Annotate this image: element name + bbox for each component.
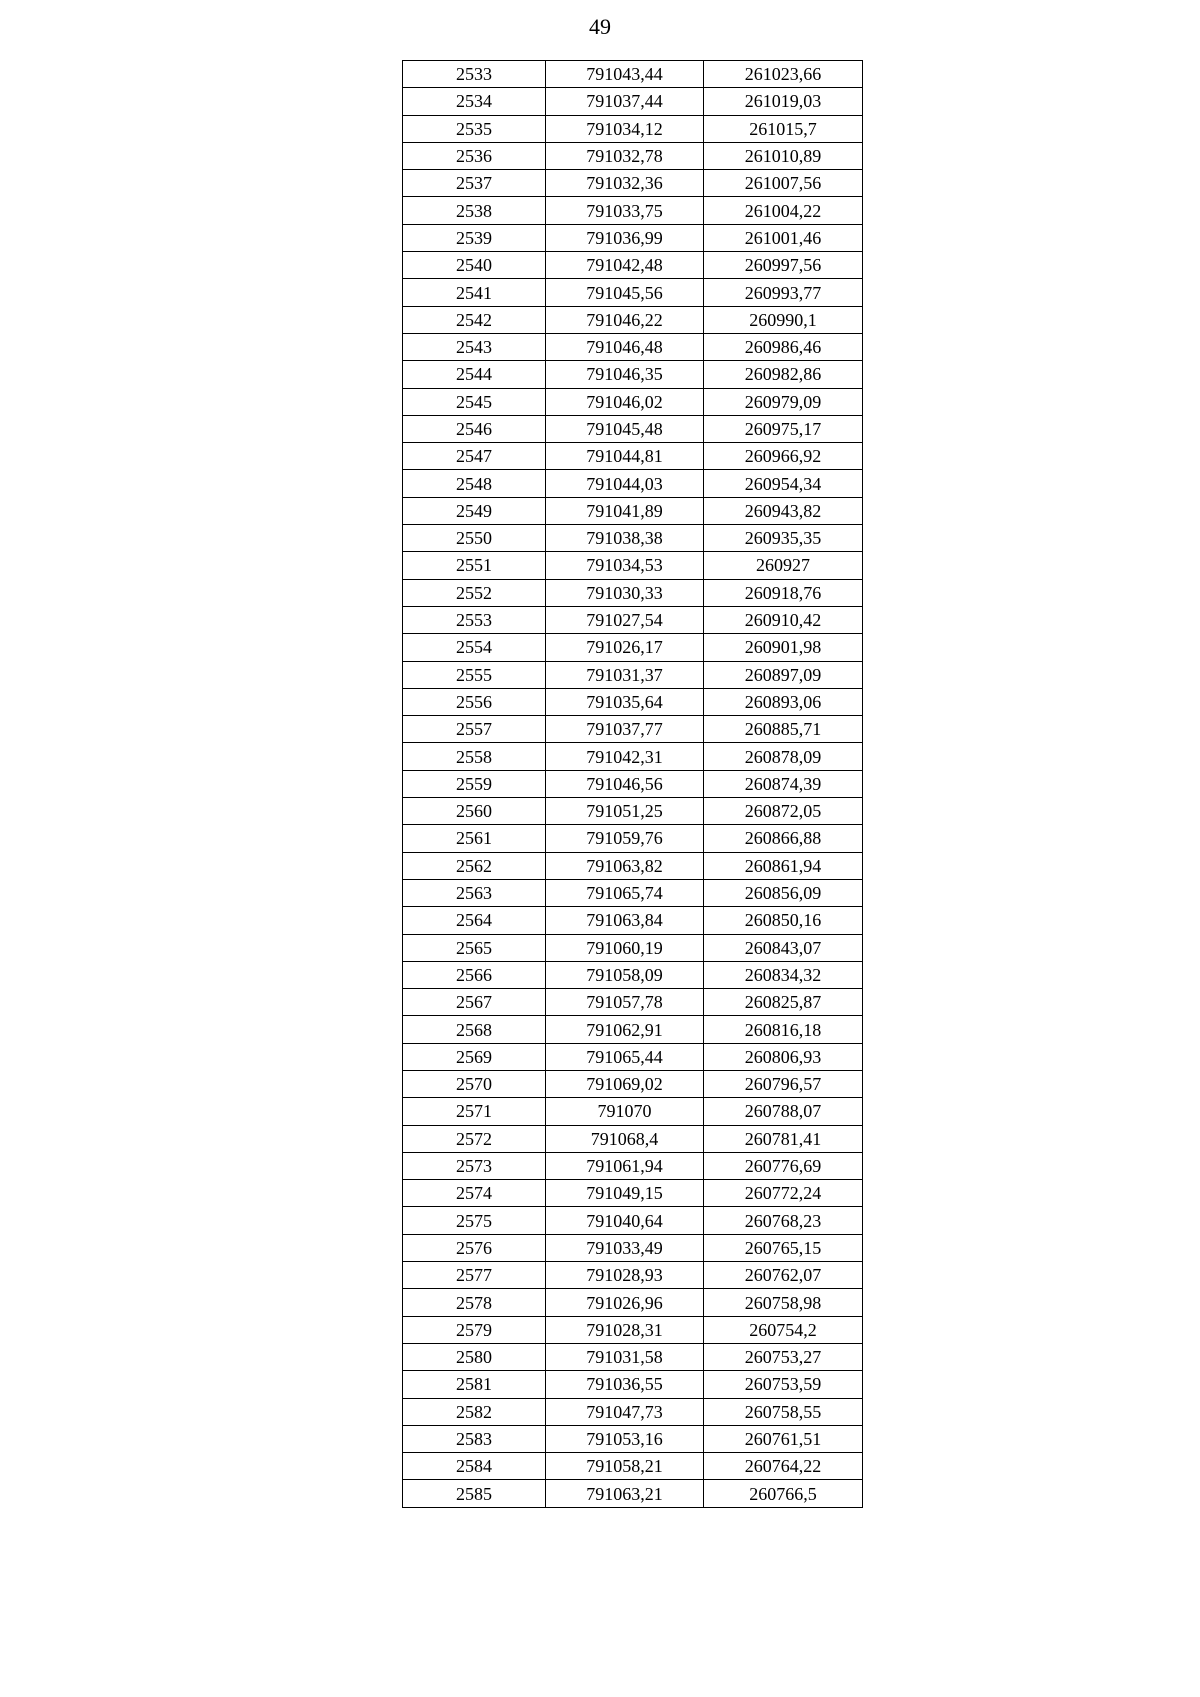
point-number-cell: 2534 — [403, 88, 546, 115]
x-coordinate-cell: 791061,94 — [546, 1152, 704, 1179]
point-number-cell: 2549 — [403, 497, 546, 524]
y-coordinate-cell: 260993,77 — [704, 279, 863, 306]
x-coordinate-cell: 791051,25 — [546, 798, 704, 825]
y-coordinate-cell: 260982,86 — [704, 361, 863, 388]
x-coordinate-cell: 791033,49 — [546, 1234, 704, 1261]
y-coordinate-cell: 261010,89 — [704, 142, 863, 169]
table-row — [403, 1207, 863, 1234]
x-coordinate-cell: 791034,12 — [546, 115, 704, 142]
table-row — [403, 879, 863, 906]
x-coordinate-cell: 791028,31 — [546, 1316, 704, 1343]
y-coordinate-cell: 260893,06 — [704, 688, 863, 715]
point-number-cell: 2576 — [403, 1234, 546, 1261]
table-row — [403, 497, 863, 524]
x-coordinate-cell: 791042,48 — [546, 252, 704, 279]
y-coordinate-cell: 260966,92 — [704, 443, 863, 470]
point-number-cell: 2551 — [403, 552, 546, 579]
x-coordinate-cell: 791069,02 — [546, 1070, 704, 1097]
table-row — [403, 1180, 863, 1207]
point-number-cell: 2571 — [403, 1098, 546, 1125]
point-number-cell: 2557 — [403, 716, 546, 743]
y-coordinate-cell: 260753,59 — [704, 1371, 863, 1398]
y-coordinate-cell: 260764,22 — [704, 1453, 863, 1480]
y-coordinate-cell: 260872,05 — [704, 798, 863, 825]
y-coordinate-cell: 260766,5 — [704, 1480, 863, 1507]
table-row — [403, 1425, 863, 1452]
table-row — [403, 361, 863, 388]
table-row — [403, 1398, 863, 1425]
point-number-cell: 2562 — [403, 852, 546, 879]
x-coordinate-cell: 791037,44 — [546, 88, 704, 115]
y-coordinate-cell: 260954,34 — [704, 470, 863, 497]
table-row — [403, 1234, 863, 1261]
table-row — [403, 388, 863, 415]
table-row — [403, 688, 863, 715]
point-number-cell: 2548 — [403, 470, 546, 497]
table-row — [403, 825, 863, 852]
x-coordinate-cell: 791059,76 — [546, 825, 704, 852]
x-coordinate-cell: 791046,22 — [546, 306, 704, 333]
point-number-cell: 2560 — [403, 798, 546, 825]
y-coordinate-cell: 260979,09 — [704, 388, 863, 415]
point-number-cell: 2538 — [403, 197, 546, 224]
x-coordinate-cell: 791045,56 — [546, 279, 704, 306]
x-coordinate-cell: 791030,33 — [546, 579, 704, 606]
y-coordinate-cell: 260788,07 — [704, 1098, 863, 1125]
x-coordinate-cell: 791044,81 — [546, 443, 704, 470]
table-row — [403, 1016, 863, 1043]
table-row — [403, 525, 863, 552]
table-row — [403, 961, 863, 988]
y-coordinate-cell: 260843,07 — [704, 934, 863, 961]
x-coordinate-cell: 791026,96 — [546, 1289, 704, 1316]
table-row — [403, 552, 863, 579]
x-coordinate-cell: 791032,78 — [546, 142, 704, 169]
point-number-cell: 2546 — [403, 415, 546, 442]
table-row — [403, 606, 863, 633]
x-coordinate-cell: 791041,89 — [546, 497, 704, 524]
x-coordinate-cell: 791053,16 — [546, 1425, 704, 1452]
y-coordinate-cell: 260997,56 — [704, 252, 863, 279]
point-number-cell: 2535 — [403, 115, 546, 142]
table-row — [403, 306, 863, 333]
y-coordinate-cell: 260885,71 — [704, 716, 863, 743]
y-coordinate-cell: 261019,03 — [704, 88, 863, 115]
table-row — [403, 1125, 863, 1152]
x-coordinate-cell: 791046,48 — [546, 333, 704, 360]
page-number: 49 — [589, 14, 611, 39]
table-row — [403, 661, 863, 688]
point-number-cell: 2583 — [403, 1425, 546, 1452]
x-coordinate-cell: 791028,93 — [546, 1262, 704, 1289]
x-coordinate-cell: 791034,53 — [546, 552, 704, 579]
point-number-cell: 2565 — [403, 934, 546, 961]
y-coordinate-cell: 260758,98 — [704, 1289, 863, 1316]
table-row — [403, 279, 863, 306]
point-number-cell: 2539 — [403, 224, 546, 251]
y-coordinate-cell: 260975,17 — [704, 415, 863, 442]
x-coordinate-cell: 791058,21 — [546, 1453, 704, 1480]
x-coordinate-cell: 791063,21 — [546, 1480, 704, 1507]
table-row — [403, 1070, 863, 1097]
point-number-cell: 2561 — [403, 825, 546, 852]
y-coordinate-cell: 260866,88 — [704, 825, 863, 852]
table-row — [403, 579, 863, 606]
y-coordinate-cell: 260781,41 — [704, 1125, 863, 1152]
table-row — [403, 907, 863, 934]
point-number-cell: 2543 — [403, 333, 546, 360]
y-coordinate-cell: 260927 — [704, 552, 863, 579]
table-row — [403, 415, 863, 442]
table-row — [403, 252, 863, 279]
table-row — [403, 470, 863, 497]
y-coordinate-cell: 260772,24 — [704, 1180, 863, 1207]
point-number-cell: 2572 — [403, 1125, 546, 1152]
x-coordinate-cell: 791065,44 — [546, 1043, 704, 1070]
y-coordinate-cell: 260943,82 — [704, 497, 863, 524]
table-row — [403, 852, 863, 879]
point-number-cell: 2584 — [403, 1453, 546, 1480]
table-row — [403, 333, 863, 360]
x-coordinate-cell: 791038,38 — [546, 525, 704, 552]
table-row — [403, 443, 863, 470]
point-number-cell: 2545 — [403, 388, 546, 415]
y-coordinate-cell: 260753,27 — [704, 1343, 863, 1370]
y-coordinate-cell: 260796,57 — [704, 1070, 863, 1097]
point-number-cell: 2550 — [403, 525, 546, 552]
y-coordinate-cell: 260806,93 — [704, 1043, 863, 1070]
point-number-cell: 2570 — [403, 1070, 546, 1097]
y-coordinate-cell: 260834,32 — [704, 961, 863, 988]
x-coordinate-cell: 791062,91 — [546, 1016, 704, 1043]
table-row — [403, 770, 863, 797]
table-row — [403, 115, 863, 142]
y-coordinate-cell: 260816,18 — [704, 1016, 863, 1043]
x-coordinate-cell: 791040,64 — [546, 1207, 704, 1234]
point-number-cell: 2555 — [403, 661, 546, 688]
x-coordinate-cell: 791027,54 — [546, 606, 704, 633]
y-coordinate-cell: 260754,2 — [704, 1316, 863, 1343]
x-coordinate-cell: 791035,64 — [546, 688, 704, 715]
table-row — [403, 1371, 863, 1398]
x-coordinate-cell: 791046,35 — [546, 361, 704, 388]
x-coordinate-cell: 791060,19 — [546, 934, 704, 961]
x-coordinate-cell: 791036,99 — [546, 224, 704, 251]
point-number-cell: 2559 — [403, 770, 546, 797]
point-number-cell: 2579 — [403, 1316, 546, 1343]
x-coordinate-cell: 791046,02 — [546, 388, 704, 415]
point-number-cell: 2536 — [403, 142, 546, 169]
point-number-cell: 2569 — [403, 1043, 546, 1070]
point-number-cell: 2556 — [403, 688, 546, 715]
table-row — [403, 61, 863, 88]
point-number-cell: 2540 — [403, 252, 546, 279]
y-coordinate-cell: 260990,1 — [704, 306, 863, 333]
point-number-cell: 2575 — [403, 1207, 546, 1234]
y-coordinate-cell: 260758,55 — [704, 1398, 863, 1425]
y-coordinate-cell: 260765,15 — [704, 1234, 863, 1261]
table-row — [403, 1316, 863, 1343]
table-row — [403, 142, 863, 169]
x-coordinate-cell: 791032,36 — [546, 170, 704, 197]
x-coordinate-cell: 791063,82 — [546, 852, 704, 879]
x-coordinate-cell: 791043,44 — [546, 61, 704, 88]
point-number-cell: 2544 — [403, 361, 546, 388]
table-row — [403, 743, 863, 770]
y-coordinate-cell: 260918,76 — [704, 579, 863, 606]
table-row — [403, 197, 863, 224]
y-coordinate-cell: 260761,51 — [704, 1425, 863, 1452]
x-coordinate-cell: 791070 — [546, 1098, 704, 1125]
table-row — [403, 634, 863, 661]
table-row — [403, 170, 863, 197]
table-row — [403, 1453, 863, 1480]
table-row — [403, 1480, 863, 1507]
y-coordinate-cell: 261023,66 — [704, 61, 863, 88]
point-number-cell: 2537 — [403, 170, 546, 197]
table-row — [403, 1289, 863, 1316]
point-number-cell: 2542 — [403, 306, 546, 333]
y-coordinate-cell: 260986,46 — [704, 333, 863, 360]
point-number-cell: 2563 — [403, 879, 546, 906]
x-coordinate-cell: 791047,73 — [546, 1398, 704, 1425]
x-coordinate-cell: 791057,78 — [546, 989, 704, 1016]
table-row — [403, 1152, 863, 1179]
point-number-cell: 2568 — [403, 1016, 546, 1043]
table-row — [403, 88, 863, 115]
y-coordinate-cell: 261015,7 — [704, 115, 863, 142]
point-number-cell: 2578 — [403, 1289, 546, 1316]
point-number-cell: 2581 — [403, 1371, 546, 1398]
x-coordinate-cell: 791065,74 — [546, 879, 704, 906]
point-number-cell: 2585 — [403, 1480, 546, 1507]
y-coordinate-cell: 260762,07 — [704, 1262, 863, 1289]
y-coordinate-cell: 260935,35 — [704, 525, 863, 552]
y-coordinate-cell: 260901,98 — [704, 634, 863, 661]
y-coordinate-cell: 260825,87 — [704, 989, 863, 1016]
x-coordinate-cell: 791031,37 — [546, 661, 704, 688]
x-coordinate-cell: 791036,55 — [546, 1371, 704, 1398]
point-number-cell: 2541 — [403, 279, 546, 306]
y-coordinate-cell: 261001,46 — [704, 224, 863, 251]
y-coordinate-cell: 260874,39 — [704, 770, 863, 797]
x-coordinate-cell: 791031,58 — [546, 1343, 704, 1370]
point-number-cell: 2547 — [403, 443, 546, 470]
y-coordinate-cell: 260850,16 — [704, 907, 863, 934]
x-coordinate-cell: 791068,4 — [546, 1125, 704, 1152]
table-row — [403, 934, 863, 961]
table-row — [403, 1098, 863, 1125]
point-number-cell: 2554 — [403, 634, 546, 661]
x-coordinate-cell: 791049,15 — [546, 1180, 704, 1207]
y-coordinate-cell: 260861,94 — [704, 852, 863, 879]
point-number-cell: 2582 — [403, 1398, 546, 1425]
x-coordinate-cell: 791026,17 — [546, 634, 704, 661]
x-coordinate-cell: 791045,48 — [546, 415, 704, 442]
y-coordinate-cell: 260897,09 — [704, 661, 863, 688]
x-coordinate-cell: 791058,09 — [546, 961, 704, 988]
coordinates-table — [402, 60, 863, 1508]
x-coordinate-cell: 791042,31 — [546, 743, 704, 770]
point-number-cell: 2553 — [403, 606, 546, 633]
point-number-cell: 2566 — [403, 961, 546, 988]
x-coordinate-cell: 791063,84 — [546, 907, 704, 934]
point-number-cell: 2564 — [403, 907, 546, 934]
point-number-cell: 2580 — [403, 1343, 546, 1370]
x-coordinate-cell: 791037,77 — [546, 716, 704, 743]
point-number-cell: 2574 — [403, 1180, 546, 1207]
y-coordinate-cell: 260910,42 — [704, 606, 863, 633]
table-row — [403, 1262, 863, 1289]
point-number-cell: 2558 — [403, 743, 546, 770]
y-coordinate-cell: 261007,56 — [704, 170, 863, 197]
table-row — [403, 1343, 863, 1370]
y-coordinate-cell: 260878,09 — [704, 743, 863, 770]
point-number-cell: 2552 — [403, 579, 546, 606]
y-coordinate-cell: 260856,09 — [704, 879, 863, 906]
y-coordinate-cell: 261004,22 — [704, 197, 863, 224]
table-row — [403, 716, 863, 743]
point-number-cell: 2573 — [403, 1152, 546, 1179]
table-row — [403, 989, 863, 1016]
table-row — [403, 798, 863, 825]
x-coordinate-cell: 791044,03 — [546, 470, 704, 497]
y-coordinate-cell: 260776,69 — [704, 1152, 863, 1179]
table-row — [403, 1043, 863, 1070]
coordinates-table-body — [403, 61, 863, 1508]
table-row — [403, 224, 863, 251]
x-coordinate-cell: 791046,56 — [546, 770, 704, 797]
y-coordinate-cell: 260768,23 — [704, 1207, 863, 1234]
point-number-cell: 2567 — [403, 989, 546, 1016]
x-coordinate-cell: 791033,75 — [546, 197, 704, 224]
point-number-cell: 2577 — [403, 1262, 546, 1289]
point-number-cell: 2533 — [403, 61, 546, 88]
